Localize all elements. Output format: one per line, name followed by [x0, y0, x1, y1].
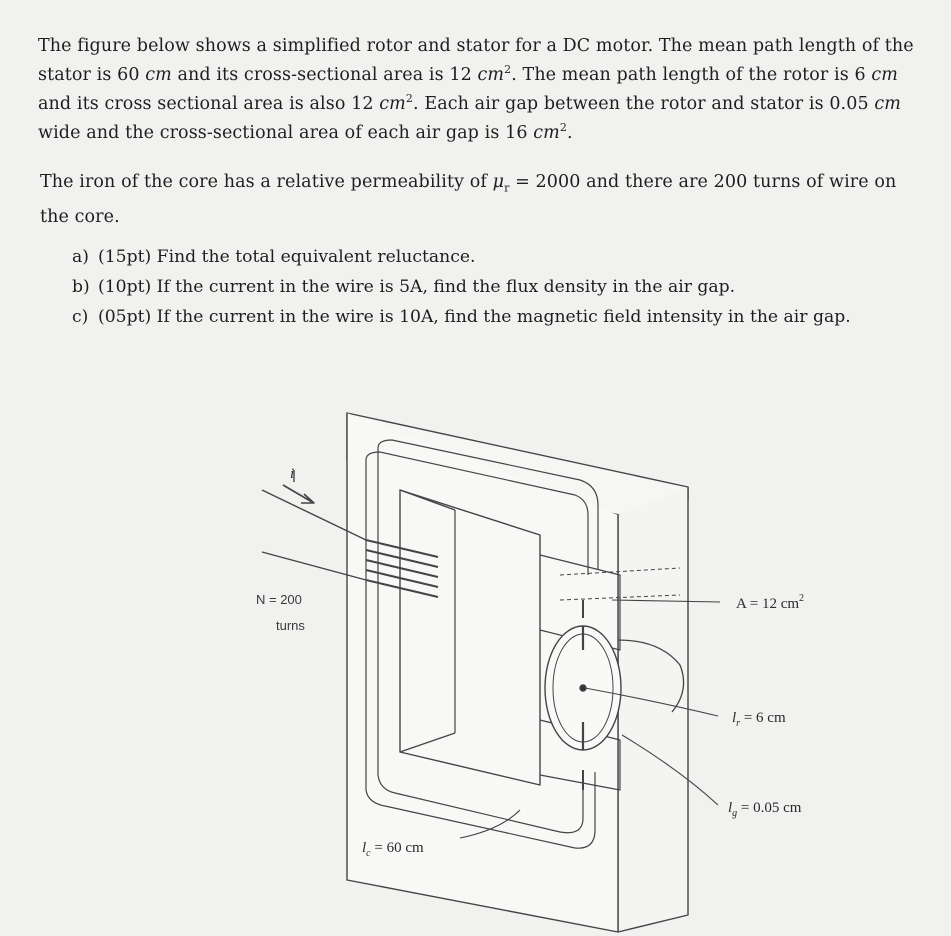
rotor-length-label: $l_r = 6$ cm — [732, 710, 786, 729]
question-text: (15pt) Find the total equivalent reluctance. — [98, 247, 476, 267]
unit-cm: cm — [145, 65, 172, 85]
core-right-face — [618, 487, 688, 932]
current-arrow-icon — [283, 485, 314, 503]
unit-cm: cm — [477, 65, 505, 85]
question-text: (05pt) If the current in the wire is 10A, find the magnetic field intensity in the air gap. — [98, 307, 851, 327]
exponent: 2 — [559, 121, 567, 134]
turns-unit-label: turns — [276, 618, 305, 633]
turns-label: N = 200 — [256, 592, 302, 607]
text-run: The iron of the core has a relative permeability of — [40, 172, 493, 192]
exponent: 2 — [504, 63, 512, 76]
question-label: c) — [72, 307, 89, 327]
exponent: 2 — [405, 92, 413, 105]
mu-subscript: r — [504, 181, 510, 195]
unit-cm: cm — [533, 123, 560, 143]
mu-symbol: μ — [492, 172, 505, 192]
unit-cm: cm — [379, 94, 406, 114]
current-label: i — [290, 466, 295, 482]
gap-length-label: $l_g = 0.05$ cm — [728, 800, 802, 819]
question-label: b) — [72, 277, 90, 297]
text-run: and its cross-sectional area is 12 — [171, 65, 478, 85]
text-run: = 2000 and there are 200 turns of wire on the core. — [40, 172, 897, 227]
text-run: . — [566, 123, 573, 143]
unit-cm: cm — [871, 65, 898, 85]
stator-length-label: $l_c = 60$ cm — [362, 840, 424, 859]
text-run: and its cross sectional area is also 12 — [38, 94, 380, 114]
text-run: wide and the cross-sectional area of each air gap is 16 — [38, 123, 534, 143]
text-run: The figure below shows a simplified rotor and stator for a DC motor. The mean path length of the stator is 60 — [38, 36, 914, 85]
question-label: a) — [72, 247, 89, 267]
question-text: (10pt) If the current in the wire is 5A, find the flux density in the air gap. — [98, 277, 736, 297]
text-run: . The mean path length of the rotor is 6 — [511, 65, 872, 85]
unit-cm: cm — [874, 94, 901, 114]
area-label: A = 12 $cm^2$ — [736, 593, 805, 612]
text-run: . Each air gap between the rotor and stator is 0.05 — [413, 94, 875, 114]
